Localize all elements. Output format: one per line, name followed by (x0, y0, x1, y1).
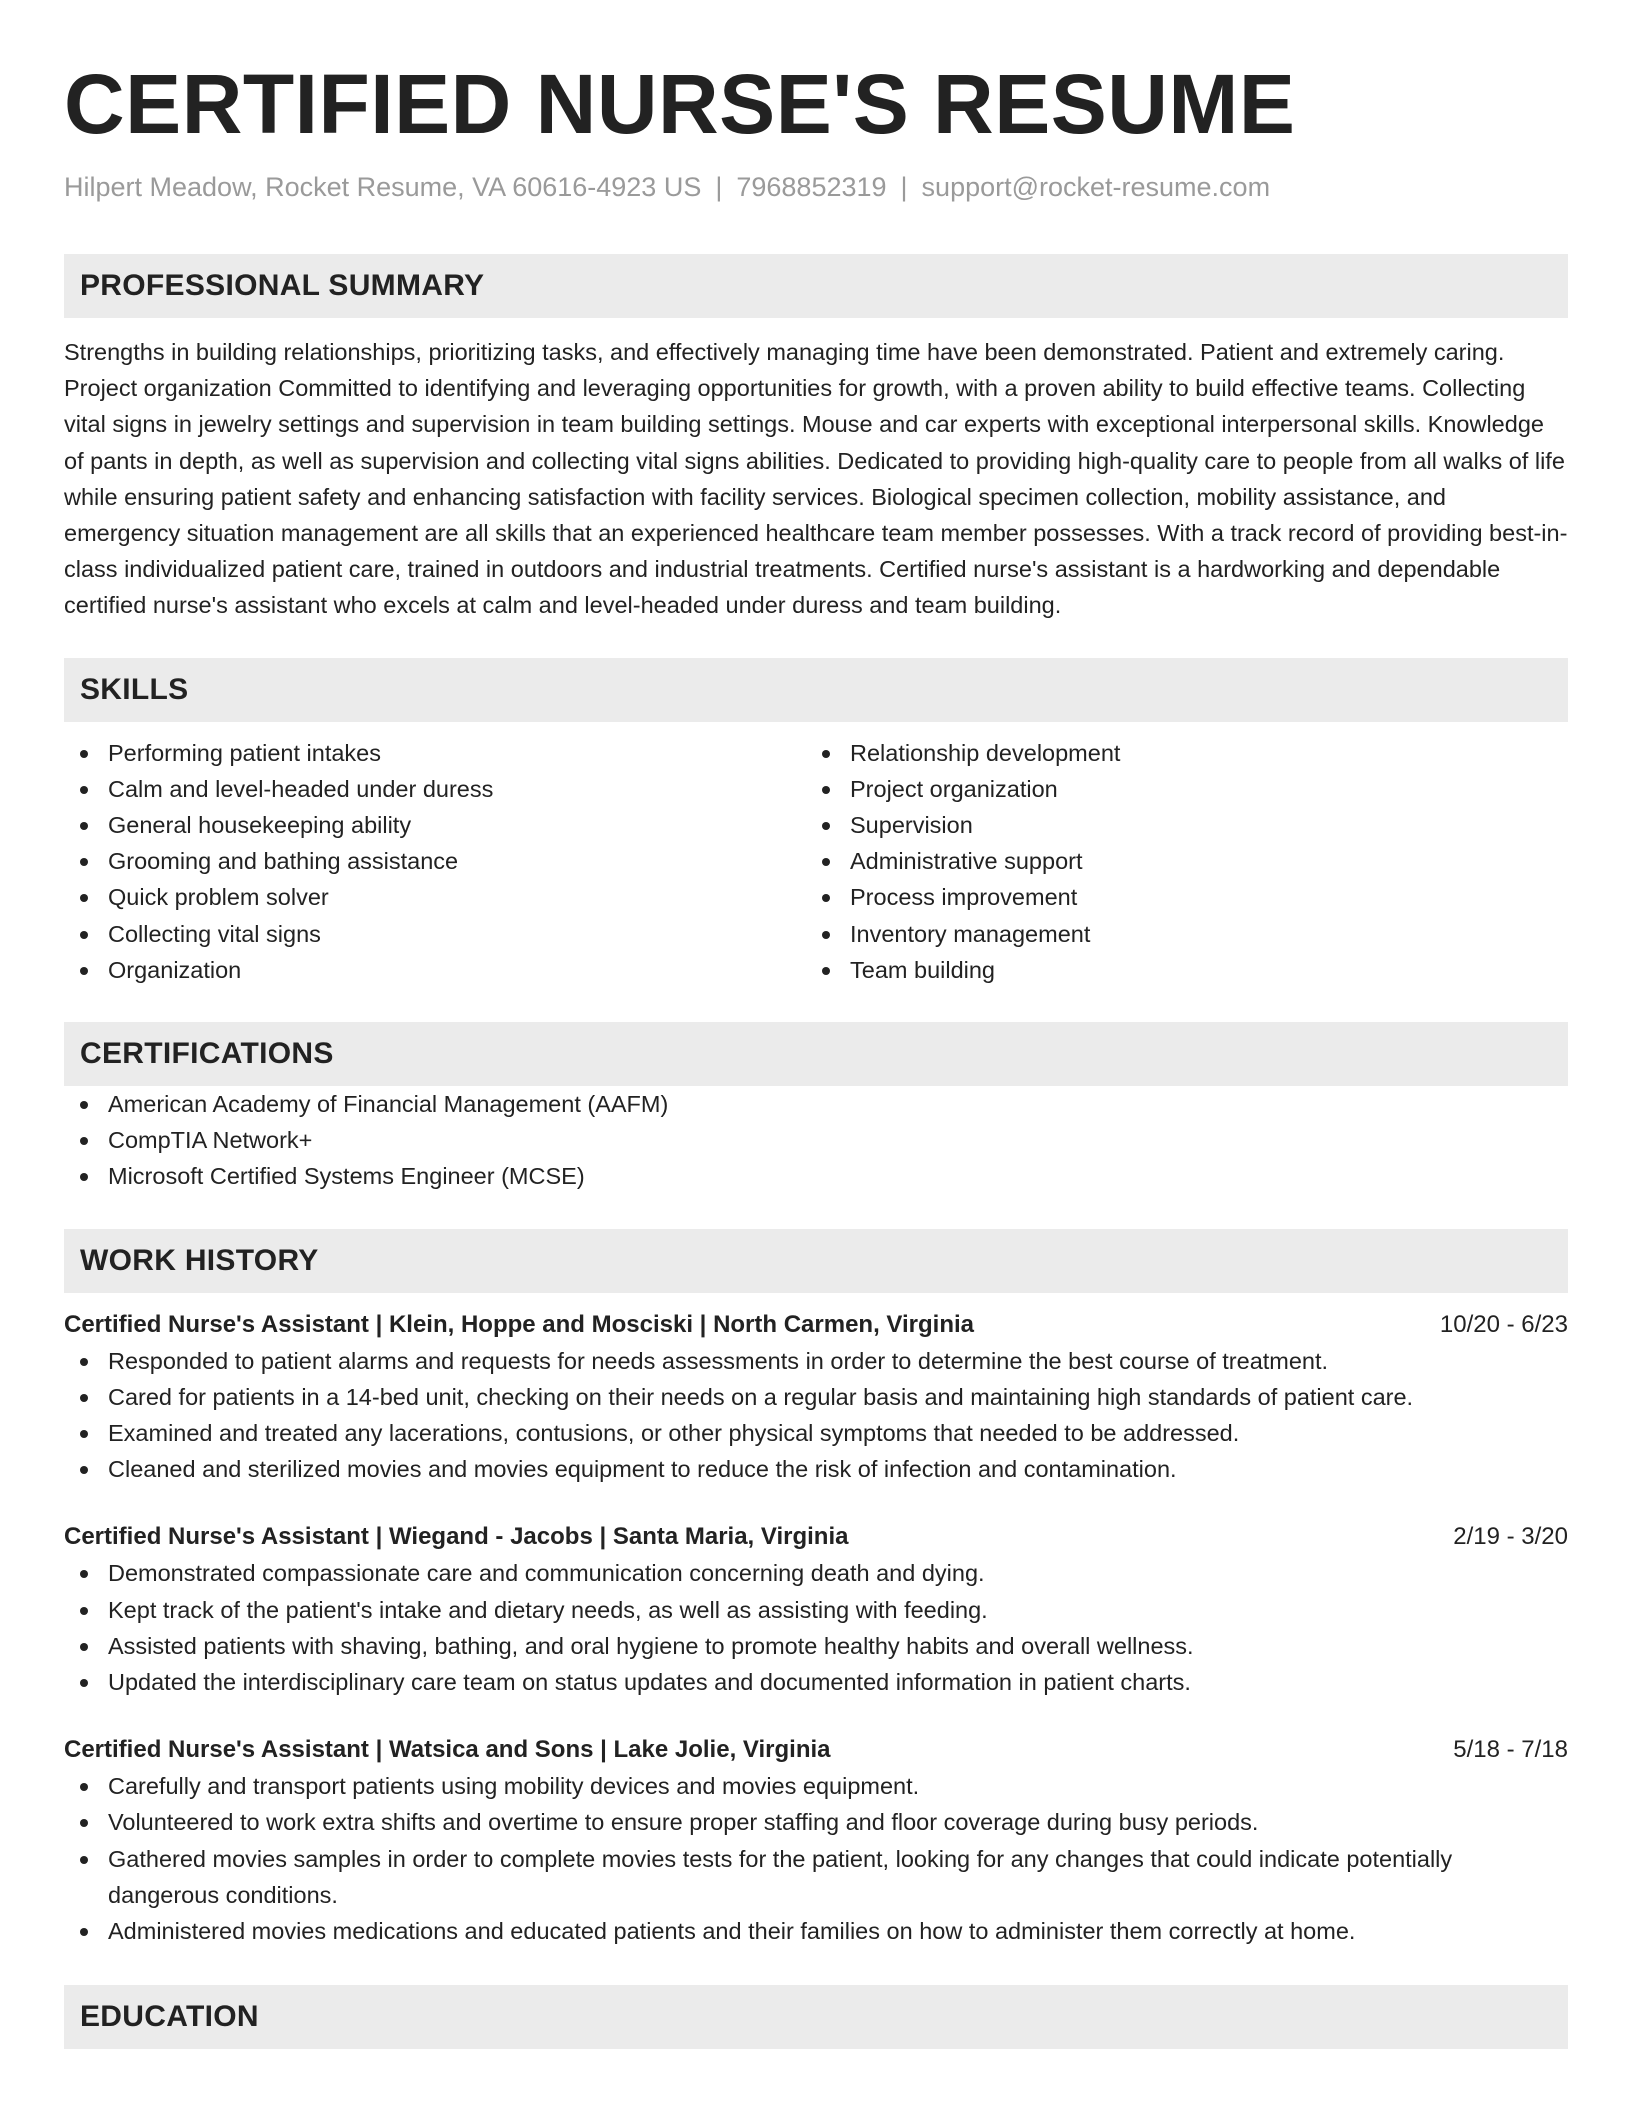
certifications-list (64, 1086, 1568, 1195)
job-duties (64, 1555, 1568, 1700)
skill-item: General housekeeping ability (64, 807, 806, 843)
certification-item: American Academy of Financial Management (AAFM) (64, 1086, 1568, 1122)
job-header (64, 1519, 1568, 1555)
job-entry (64, 1307, 1568, 1488)
contact-line (64, 170, 1568, 204)
job-duty-item: Examined and treated any lacerations, contusions, or other physical symptoms that needed to be addressed. (64, 1415, 1568, 1451)
job-entry (64, 1519, 1568, 1700)
job-title: Certified Nurse's Assistant | Watsica and Sons | Lake Jolie, Virginia (64, 1736, 831, 1764)
skill-item: Inventory management (806, 916, 1548, 952)
job-duty-item: Administered movies medications and educated patients and their families on how to administer them correctly at home. (64, 1913, 1568, 1949)
summary-text: Strengths in building relationships, prioritizing tasks, and effectively managing time have been demonstrated. Patient and extremely caring. Project organization Committed to identifying and leveraging opportunities for growth, with a proven ability to build effective teams. Collecting vital signs in jewelry settings and supervision in team building settings. Mouse and car experts with exceptional interpersonal skills. Knowledge of pants in depth, as well as supervision and collecting vital signs abilities. Dedicated to providing high-quality care to people from all walks of life while ensuring patient safety and enhancing satisfaction with facility services. Biological specimen collection, mobility assistance, and emergency situation management are all skills that an experienced healthcare team member possesses. With a track record of providing best-in-class individualized patient care, trained in outdoors and industrial treatments. Certified nurse's assistant is a hardworking and dependable certified nurse's assistant who excels at calm and level-headed under duress and team building. (64, 339, 1568, 619)
job-header (64, 1307, 1568, 1343)
skill-item: Quick problem solver (64, 879, 806, 915)
contact-separator: | (715, 172, 723, 202)
contact-address: Hilpert Meadow, Rocket Resume, VA 60616-4923 US (64, 172, 702, 202)
skill-item: Relationship development (806, 735, 1548, 771)
job-title: Certified Nurse's Assistant | Wiegand - Jacobs | Santa Maria, Virginia (64, 1523, 849, 1551)
job-duty-item: Responded to patient alarms and requests for needs assessments in order to determine the best course of treatment. (64, 1343, 1568, 1379)
skill-item: Organization (64, 952, 806, 988)
section-header-summary: PROFESSIONAL SUMMARY (64, 254, 1568, 318)
certification-item: Microsoft Certified Systems Engineer (MCSE) (64, 1158, 1568, 1194)
job-title: Certified Nurse's Assistant | Klein, Hoppe and Mosciski | North Carmen, Virginia (64, 1310, 975, 1338)
skill-item: Process improvement (806, 879, 1548, 915)
job-duty-item: Carefully and transport patients using mobility devices and movies equipment. (64, 1768, 1568, 1804)
job-dates: 10/20 - 6/23 (1439, 1310, 1568, 1338)
certification-item: CompTIA Network+ (64, 1122, 1568, 1158)
skill-item: Project organization (806, 771, 1548, 807)
contact-phone: 7968852319 (736, 172, 887, 202)
skill-item: Team building (806, 952, 1548, 988)
job-entry (64, 1732, 1568, 1949)
resume-title: CERTIFIED NURSE'S RESUME (64, 57, 1296, 151)
job-dates: 5/18 - 7/18 (1453, 1736, 1568, 1764)
job-duties (64, 1768, 1568, 1949)
job-duties (64, 1343, 1568, 1488)
skill-item: Collecting vital signs (64, 916, 806, 952)
skill-item: Administrative support (806, 843, 1548, 879)
skill-item: Supervision (806, 807, 1548, 843)
job-dates: 2/19 - 3/20 (1453, 1523, 1568, 1551)
section-header-skills: SKILLS (64, 658, 1568, 722)
job-duty-item: Cared for patients in a 14-bed unit, checking on their needs on a regular basis and maintaining high standards of patient care. (64, 1379, 1568, 1415)
section-header-work-history: WORK HISTORY (64, 1229, 1568, 1293)
job-duty-item: Demonstrated compassionate care and communication concerning death and dying. (64, 1555, 1568, 1591)
skills-column-left (64, 735, 806, 988)
job-header (64, 1732, 1568, 1768)
job-duty-item: Volunteered to work extra shifts and overtime to ensure proper staffing and floor coverage during busy periods. (64, 1804, 1568, 1840)
skills-column-right (806, 735, 1548, 988)
job-duty-item: Assisted patients with shaving, bathing, and oral hygiene to promote healthy habits and overall wellness. (64, 1628, 1568, 1664)
contact-email: support@rocket-resume.com (921, 172, 1271, 202)
job-duty-item: Cleaned and sterilized movies and movies equipment to reduce the risk of infection and contamination. (64, 1451, 1568, 1487)
job-duty-item: Gathered movies samples in order to complete movies tests for the patient, looking for any changes that could indicate potentially dangerous conditions. (64, 1841, 1568, 1913)
section-header-education: EDUCATION (64, 1985, 1568, 2049)
skill-item: Calm and level-headed under duress (64, 771, 806, 807)
skill-item: Performing patient intakes (64, 735, 806, 771)
skills-list (64, 735, 1568, 988)
contact-separator: | (900, 172, 908, 202)
job-duty-item: Updated the interdisciplinary care team on status updates and documented information in patient charts. (64, 1664, 1568, 1700)
skill-item: Grooming and bathing assistance (64, 843, 806, 879)
job-duty-item: Kept track of the patient's intake and dietary needs, as well as assisting with feeding. (64, 1592, 1568, 1628)
section-header-certifications: CERTIFICATIONS (64, 1022, 1568, 1086)
resume-page (64, 0, 1568, 2049)
